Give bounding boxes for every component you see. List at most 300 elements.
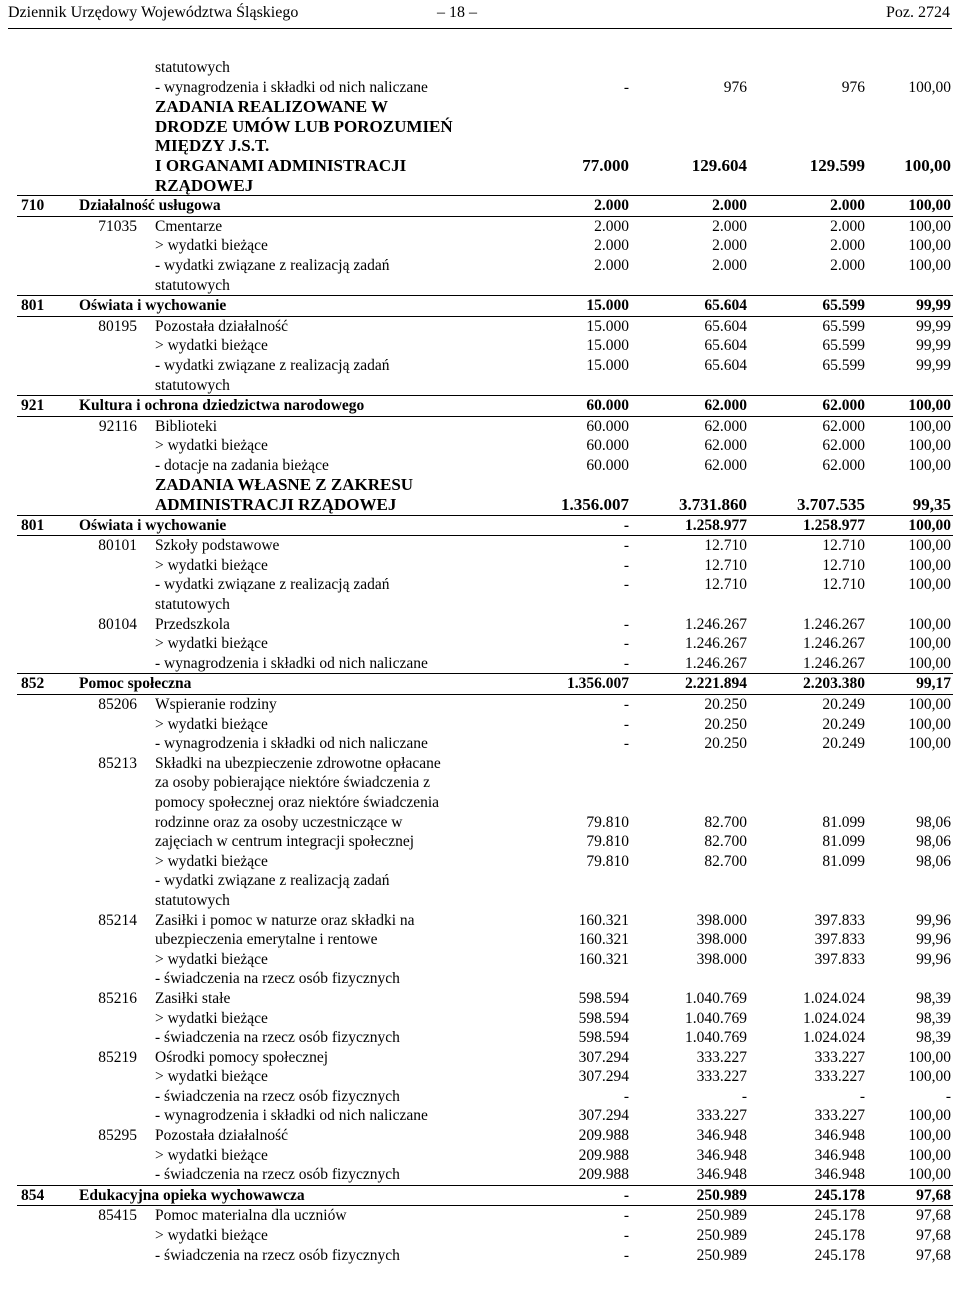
cell-line: 100,00 <box>908 456 951 474</box>
execution-value <box>749 536 867 615</box>
cell-line: Pozostała działalność <box>155 1127 288 1145</box>
cell-line <box>751 58 865 78</box>
cell-line: 60.000 <box>586 437 629 455</box>
subsection-description <box>151 316 473 395</box>
indent-cell <box>17 475 77 515</box>
cell-line <box>633 475 747 495</box>
cell-line: > wydatki bieżące <box>155 1068 268 1086</box>
cell-line <box>751 754 865 774</box>
changed-plan-value <box>631 1185 749 1206</box>
cell-line: Pomoc materialna dla uczniów <box>155 1207 347 1225</box>
section-row <box>17 674 953 695</box>
cell-line: - <box>945 1087 951 1105</box>
cell-line: Edukacyjna opieka wychowawcza <box>79 1186 305 1204</box>
execution-value <box>749 674 867 695</box>
task-group-row <box>17 475 953 515</box>
cell-line: 250.989 <box>696 1186 747 1204</box>
cell-line: - <box>623 696 629 713</box>
cell-line: 100,00 <box>908 197 951 215</box>
cell-line <box>633 793 747 813</box>
position-number: Poz. 2724 <box>886 4 950 21</box>
cell-line: 1.246.267 <box>803 615 865 633</box>
cell-line: 62.000 <box>822 397 865 415</box>
cell-line: Szkoły podstawowe <box>155 537 280 555</box>
cell-line: - wynagrodzenia i składki od nich naliczane <box>155 735 428 753</box>
cell-line: 976 <box>723 78 747 96</box>
cell-line <box>751 136 865 156</box>
cell-line: Zasiłki stałe <box>155 989 231 1007</box>
cell-line <box>869 871 951 891</box>
percent-value <box>867 1048 953 1126</box>
subsection-row <box>17 754 953 911</box>
execution-value <box>749 911 867 989</box>
cell-line: statutowych <box>155 891 230 909</box>
cell-line <box>751 97 865 117</box>
plan-value <box>473 1206 631 1265</box>
cell-line: za osoby pobierające niektóre świadczenia z <box>155 774 430 792</box>
cell-line: zajęciach w centrum integracji społecznej <box>155 833 415 851</box>
section-code: 801 <box>17 296 77 317</box>
cell-line: 79.810 <box>586 813 629 831</box>
cell-line <box>475 136 629 156</box>
budget-table <box>17 58 953 1265</box>
cell-line: 333.227 <box>696 1048 747 1066</box>
execution-value <box>749 515 867 536</box>
percent-value <box>867 1206 953 1265</box>
cell-line: 160.321 <box>578 911 629 929</box>
cell-line: statutowych <box>155 276 230 294</box>
cell-line: 3.707.535 <box>797 495 865 515</box>
subsection-code: 80101 <box>98 537 137 555</box>
cell-line: 598.594 <box>578 1029 629 1047</box>
cell-line: 1.040.769 <box>685 1029 747 1047</box>
indent-cell <box>17 1126 77 1185</box>
cell-line: 2.000 <box>830 237 865 255</box>
changed-plan-value <box>631 58 749 97</box>
cell-line: 97,68 <box>916 1227 951 1245</box>
cell-line <box>475 595 629 615</box>
cell-line <box>869 969 951 989</box>
indent-cell <box>17 695 77 754</box>
cell-line: 77.000 <box>582 155 629 175</box>
changed-plan-value <box>631 1126 749 1185</box>
header-divider <box>8 28 952 29</box>
cell-line: 62.000 <box>704 417 747 435</box>
cell-line: - <box>623 537 629 555</box>
cell-line <box>869 97 951 117</box>
subsection-row <box>17 536 953 615</box>
cell-line: 1.040.769 <box>685 1009 747 1027</box>
cell-line <box>475 871 629 891</box>
cell-line: 99,99 <box>916 356 951 374</box>
subsection-row <box>17 316 953 395</box>
indent-cell <box>17 1206 77 1265</box>
cell-line: - świadczenia na rzecz osób fizycznych <box>155 1166 400 1184</box>
cell-line: 598.594 <box>578 1009 629 1027</box>
execution-value <box>749 396 867 417</box>
changed-plan-value <box>631 97 749 195</box>
section-code: 801 <box>17 515 77 536</box>
cell-line: 2.000 <box>712 237 747 255</box>
percent-value <box>867 989 953 1048</box>
changed-plan-value <box>631 754 749 911</box>
subsection-row <box>17 216 953 295</box>
cell-line: 1.246.267 <box>803 635 865 653</box>
plan-value <box>473 754 631 911</box>
cell-line: 245.178 <box>814 1186 865 1204</box>
percent-value <box>867 475 953 515</box>
cell-line: 2.000 <box>830 217 865 235</box>
cell-line: 2.203.380 <box>803 675 865 693</box>
cell-line: 2.000 <box>594 256 629 274</box>
plan-value <box>473 58 631 97</box>
cell-line: 12.710 <box>822 576 865 594</box>
cell-line: - <box>623 1246 629 1264</box>
cell-line: 65.604 <box>704 297 747 315</box>
cell-line: - świadczenia na rzecz osób fizycznych <box>155 1246 400 1264</box>
cell-line: 160.321 <box>578 931 629 949</box>
execution-value <box>749 475 867 515</box>
section-name <box>77 1185 473 1206</box>
changed-plan-value <box>631 1048 749 1126</box>
subsection-code: 85206 <box>98 696 137 713</box>
cell-line <box>475 276 629 296</box>
cell-line <box>869 136 951 156</box>
cell-line: 62.000 <box>822 456 865 474</box>
subsection-description <box>151 754 473 911</box>
changed-plan-value <box>631 196 749 217</box>
execution-value <box>749 216 867 295</box>
percent-value <box>867 296 953 317</box>
cell-line: 98,39 <box>916 1029 951 1047</box>
subsection-code: 85216 <box>98 989 137 1007</box>
cell-line: > wydatki bieżące <box>155 1227 268 1245</box>
subsection-description <box>151 1048 473 1126</box>
cell-line: 99,99 <box>916 317 951 335</box>
cell-line: 2.000 <box>830 197 865 215</box>
cell-line: 62.000 <box>822 417 865 435</box>
cell-line: 245.178 <box>814 1227 865 1245</box>
plan-value <box>473 416 631 475</box>
cell-line <box>751 969 865 989</box>
cell-line: - <box>623 615 629 633</box>
cell-line: rodzinne oraz za osoby uczestniczące w <box>155 813 403 831</box>
cell-line: 100,00 <box>908 1127 951 1145</box>
cell-line <box>633 176 747 196</box>
changed-plan-value <box>631 695 749 754</box>
subsection-code: 80195 <box>98 317 137 335</box>
indent-cell <box>17 216 77 295</box>
cell-line: RZĄDOWEJ <box>155 175 254 195</box>
cell-line: 99,96 <box>916 950 951 968</box>
cell-line: 79.810 <box>586 852 629 870</box>
plan-value <box>473 1048 631 1126</box>
cell-line: 3.731.860 <box>679 495 747 515</box>
cell-line: 100,00 <box>908 615 951 633</box>
cell-line: 15.000 <box>586 317 629 335</box>
cell-line: 20.249 <box>822 735 865 753</box>
cell-line: - <box>623 78 629 96</box>
cell-line: 65.599 <box>822 297 865 315</box>
cell-line <box>633 891 747 911</box>
cell-line: 100,00 <box>908 715 951 733</box>
cell-line <box>751 793 865 813</box>
cell-line: 976 <box>841 78 865 96</box>
cell-line: 1.024.024 <box>803 989 865 1007</box>
cell-line <box>751 376 865 396</box>
cell-line: Kultura i ochrona dziedzictwa narodowego <box>79 397 365 415</box>
subsection-code: 71035 <box>98 217 137 235</box>
cell-line: 97,68 <box>916 1186 951 1204</box>
cell-line: ZADANIA REALIZOWANE W <box>155 97 389 117</box>
section-row <box>17 296 953 317</box>
subsection-description <box>151 989 473 1048</box>
plan-value <box>473 97 631 195</box>
cell-line <box>869 276 951 296</box>
changed-plan-value <box>631 911 749 989</box>
plan-value <box>473 989 631 1048</box>
subsection-code: 80104 <box>98 615 137 633</box>
subsection-row <box>17 615 953 674</box>
cell-line: - <box>623 516 629 534</box>
cell-line: - <box>623 1087 629 1105</box>
changed-plan-value <box>631 615 749 674</box>
percent-value <box>867 754 953 911</box>
cell-line <box>869 376 951 396</box>
cell-line: Cmentarze <box>155 217 223 235</box>
cell-line: 82.700 <box>704 813 747 831</box>
changed-plan-value <box>631 216 749 295</box>
cell-line: 1.258.977 <box>685 516 747 534</box>
page-header <box>0 0 960 26</box>
cell-line <box>751 595 865 615</box>
plan-value <box>473 1126 631 1185</box>
cell-line <box>475 117 629 137</box>
percent-value <box>867 911 953 989</box>
cell-line: 1.024.024 <box>803 1029 865 1047</box>
cell-line: ADMINISTRACJI RZĄDOWEJ <box>155 495 397 515</box>
subsection-code: 92116 <box>98 417 137 435</box>
cell-line: 245.178 <box>814 1246 865 1264</box>
cell-line: 81.099 <box>822 852 865 870</box>
execution-value <box>749 416 867 475</box>
page-number: – 18 – <box>437 4 477 21</box>
cell-line: Składki na ubezpieczenie zdrowotne opłacane <box>155 754 441 772</box>
cell-line <box>633 376 747 396</box>
cell-line: 20.250 <box>704 735 747 753</box>
code-cell <box>77 475 151 515</box>
cell-line: 81.099 <box>822 833 865 851</box>
cell-line <box>633 871 747 891</box>
plan-value <box>473 296 631 317</box>
cell-line: 15.000 <box>586 337 629 355</box>
plan-value <box>473 536 631 615</box>
plan-value <box>473 196 631 217</box>
subsection-description <box>151 416 473 475</box>
changed-plan-value <box>631 674 749 695</box>
cell-line <box>869 117 951 137</box>
cell-line <box>475 891 629 911</box>
cell-line: 81.099 <box>822 813 865 831</box>
subsection-description <box>151 1206 473 1265</box>
section-name <box>77 396 473 417</box>
subsection-row <box>17 1048 953 1126</box>
cell-line <box>633 97 747 117</box>
cell-line: 100,00 <box>908 635 951 653</box>
cell-line: - wynagrodzenia i składki od nich naliczane <box>155 78 428 96</box>
cell-line: 1.356.007 <box>561 495 629 515</box>
cell-line: 12.710 <box>822 537 865 555</box>
cell-line: - wynagrodzenia i składki od nich naliczane <box>155 1107 428 1125</box>
cell-line: 98,39 <box>916 1009 951 1027</box>
subsection-code: 85295 <box>98 1127 137 1145</box>
cell-line: - świadczenia na rzecz osób fizycznych <box>155 970 400 988</box>
cell-line: 2.000 <box>712 217 747 235</box>
section-code: 710 <box>17 196 77 217</box>
percent-value <box>867 695 953 754</box>
cell-line: 60.000 <box>586 417 629 435</box>
percent-value <box>867 515 953 536</box>
cell-line: 1.024.024 <box>803 1009 865 1027</box>
cell-line: 82.700 <box>704 833 747 851</box>
cell-line: - <box>623 1227 629 1245</box>
execution-value <box>749 1206 867 1265</box>
percent-value <box>867 536 953 615</box>
cell-line: 99,96 <box>916 911 951 929</box>
cell-line: Oświata i wychowanie <box>79 297 227 315</box>
cell-line: 209.988 <box>578 1127 629 1145</box>
cell-line: 1.246.267 <box>803 654 865 672</box>
cell-line: 98,39 <box>916 989 951 1007</box>
cell-line: 15.000 <box>586 297 629 315</box>
cell-line: > wydatki bieżące <box>155 337 268 355</box>
execution-value <box>749 196 867 217</box>
cell-line <box>869 595 951 615</box>
plan-value <box>473 216 631 295</box>
percent-value <box>867 674 953 695</box>
task-group-row <box>17 58 953 97</box>
plan-value <box>473 515 631 536</box>
cell-line: MIĘDZY J.S.T. <box>155 136 270 156</box>
cell-line: - świadczenia na rzecz osób fizycznych <box>155 1087 400 1105</box>
cell-line: Wspieranie rodziny <box>155 696 277 713</box>
changed-plan-value <box>631 416 749 475</box>
cell-line <box>633 773 747 793</box>
cell-line: 397.833 <box>814 911 865 929</box>
cell-line: 15.000 <box>586 356 629 374</box>
cell-line: 100,00 <box>908 256 951 274</box>
cell-line: statutowych <box>155 596 230 614</box>
cell-line: 100,00 <box>904 155 951 175</box>
cell-line: 598.594 <box>578 989 629 1007</box>
cell-line: Zasiłki i pomoc w naturze oraz składki na <box>155 911 415 929</box>
cell-line: 1.246.267 <box>685 615 747 633</box>
plan-value <box>473 1185 631 1206</box>
cell-line: Pozostała działalność <box>155 317 288 335</box>
cell-line: > wydatki bieżące <box>155 1009 268 1027</box>
cell-line: > wydatki bieżące <box>155 1146 268 1164</box>
section-name <box>77 515 473 536</box>
cell-line: > wydatki bieżące <box>155 237 268 255</box>
cell-line: 65.599 <box>822 317 865 335</box>
cell-line: 97,68 <box>916 1207 951 1225</box>
execution-value <box>749 989 867 1048</box>
subsection-description <box>151 1126 473 1185</box>
cell-line: 79.810 <box>586 833 629 851</box>
cell-line: - <box>623 715 629 733</box>
execution-value <box>749 1126 867 1185</box>
execution-value <box>749 316 867 395</box>
execution-value <box>749 58 867 97</box>
cell-line <box>475 754 629 774</box>
percent-value <box>867 97 953 195</box>
cell-line: 2.000 <box>594 237 629 255</box>
cell-line: 20.250 <box>704 696 747 713</box>
changed-plan-value <box>631 536 749 615</box>
percent-value <box>867 396 953 417</box>
indent-cell <box>17 911 77 989</box>
cell-line: Działalność usługowa <box>79 197 221 215</box>
cell-line: Ośrodki pomocy społecznej <box>155 1048 329 1066</box>
plan-value <box>473 316 631 395</box>
percent-value <box>867 316 953 395</box>
section-code: 852 <box>17 674 77 695</box>
indent-cell <box>17 1048 77 1126</box>
cell-line: 100,00 <box>908 516 951 534</box>
cell-line: 100,00 <box>908 576 951 594</box>
cell-line: - <box>741 1087 747 1105</box>
cell-line: 100,00 <box>908 237 951 255</box>
cell-line: 99,17 <box>916 675 951 693</box>
subsection-row <box>17 695 953 754</box>
cell-line: 1.258.977 <box>803 516 865 534</box>
cell-line: 100,00 <box>908 397 951 415</box>
cell-line: 62.000 <box>704 437 747 455</box>
cell-line: 100,00 <box>908 1146 951 1164</box>
cell-line: 333.227 <box>814 1107 865 1125</box>
cell-line <box>751 891 865 911</box>
cell-line: 20.249 <box>822 696 865 713</box>
plan-value <box>473 911 631 989</box>
cell-line: 100,00 <box>908 735 951 753</box>
cell-line: 100,00 <box>908 78 951 96</box>
indent-cell <box>17 58 77 97</box>
plan-value <box>473 396 631 417</box>
section-row <box>17 515 953 536</box>
cell-line: 82.700 <box>704 852 747 870</box>
cell-line: 2.000 <box>712 197 747 215</box>
cell-line: 333.227 <box>696 1068 747 1086</box>
cell-line: 12.710 <box>822 556 865 574</box>
subsection-row <box>17 416 953 475</box>
changed-plan-value <box>631 989 749 1048</box>
cell-line: pomocy społecznej oraz niektóre świadczenia <box>155 793 440 811</box>
cell-line: 398.000 <box>696 911 747 929</box>
cell-line: Przedszkola <box>155 615 230 633</box>
cell-line <box>869 793 951 813</box>
subsection-code: 85214 <box>98 911 137 929</box>
section-row <box>17 396 953 417</box>
cell-line: 129.599 <box>809 155 865 175</box>
changed-plan-value <box>631 515 749 536</box>
cell-line: - wydatki związane z realizacją zadań <box>155 256 390 274</box>
cell-line: > wydatki bieżące <box>155 715 268 733</box>
cell-line: - wydatki związane z realizacją zadań <box>155 872 390 890</box>
cell-line: - <box>623 576 629 594</box>
cell-line <box>751 276 865 296</box>
changed-plan-value <box>631 296 749 317</box>
cell-line: I ORGANAMI ADMINISTRACJI <box>155 155 407 175</box>
